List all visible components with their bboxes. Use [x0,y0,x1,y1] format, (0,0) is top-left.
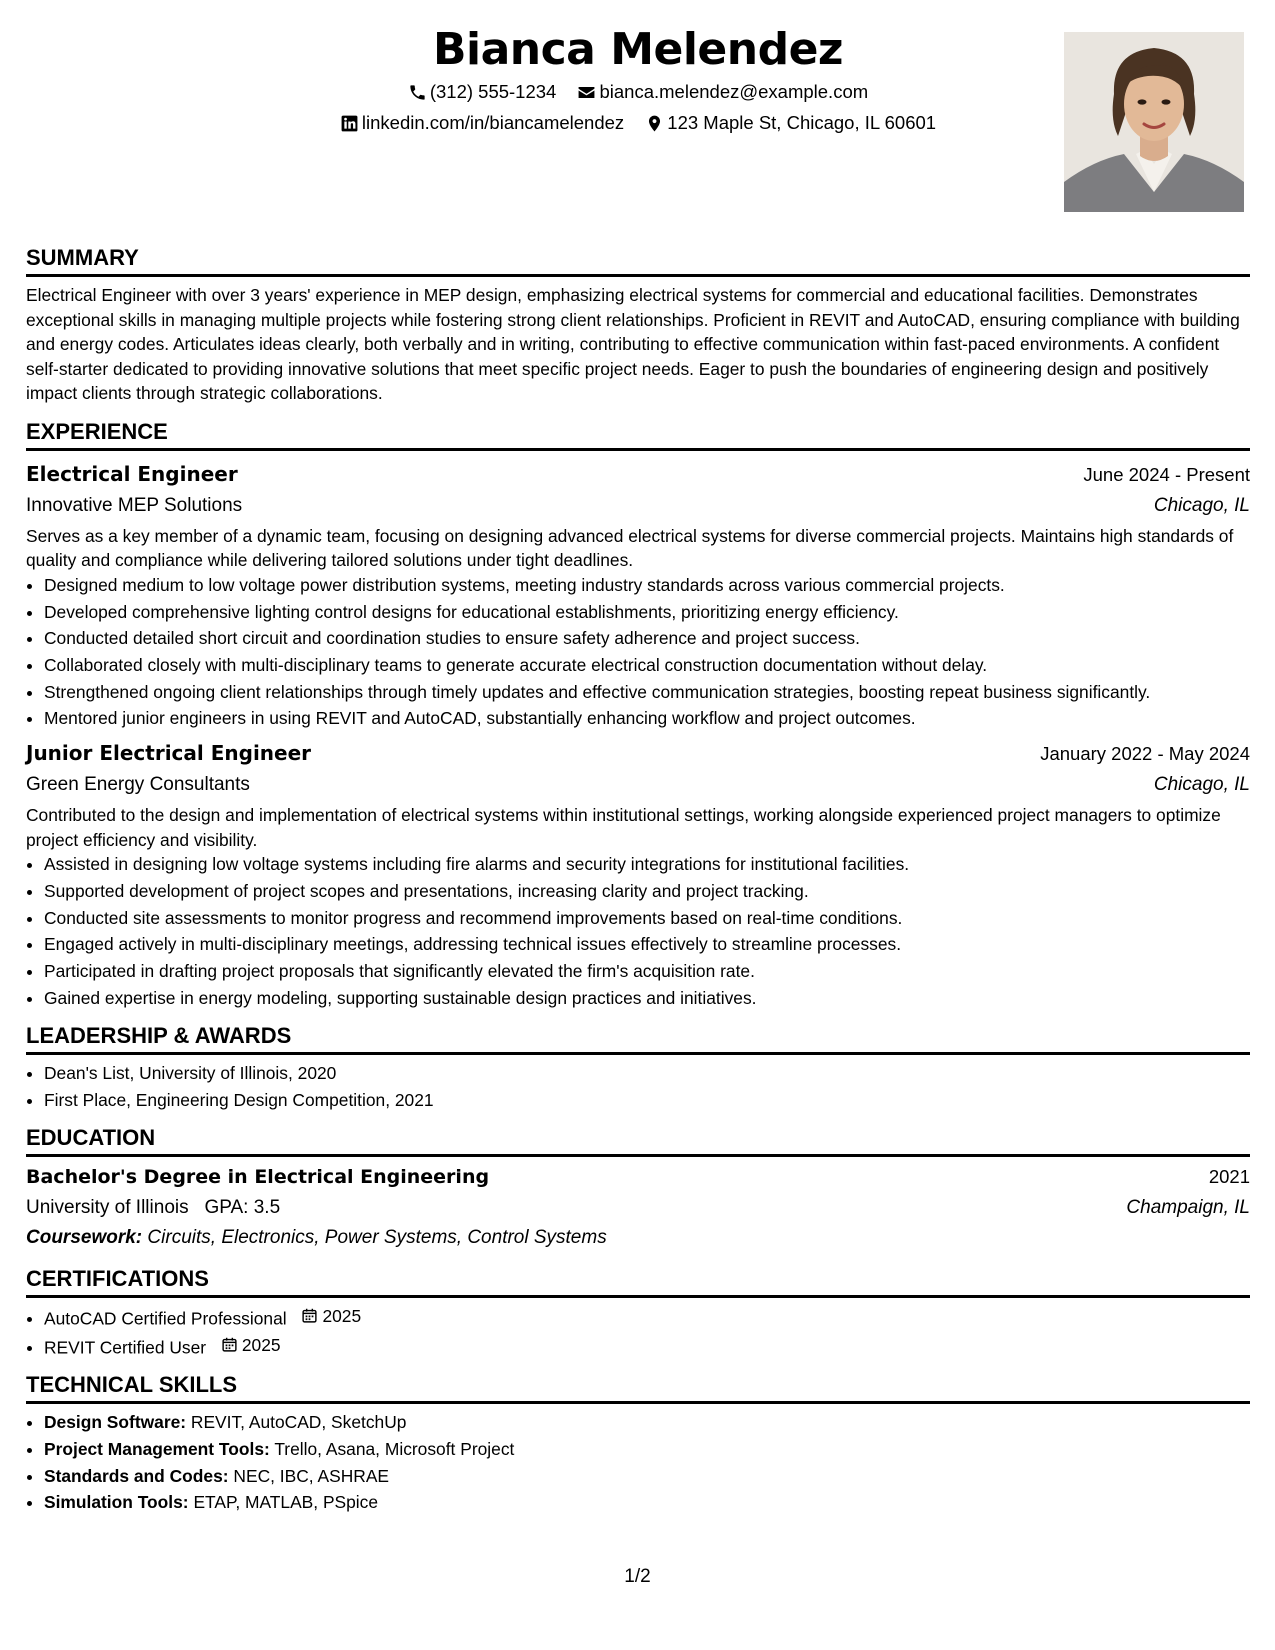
cert-date [221,1333,281,1357]
job-bullets [26,573,1250,730]
linkedin-icon [340,114,359,133]
coursework-line [26,1223,1250,1253]
list-item: • Assisted in designing low voltage systems including fire alarms and security integrations for institutional facilities. [44,852,1250,876]
list-item [44,1464,1250,1488]
resume-page [26,20,1250,1517]
company-name: Green Energy Consultants [26,774,250,796]
page-number: 1/2 [624,1566,651,1587]
skills-heading: TECHNICAL SKILLS [26,1371,1250,1404]
education-heading: EDUCATION [26,1124,1250,1157]
degree-year: 2021 [1208,1165,1250,1187]
list-item [44,1333,1250,1360]
skill-label: Simulation Tools: [44,1492,189,1513]
company-name: Innovative MEP Solutions [26,494,243,516]
linkedin-text: linkedin.com/in/biancamelendez [361,112,625,133]
calendar-icon [301,1307,318,1324]
cert-name: AutoCAD Certified Professional [44,1308,287,1329]
leadership-heading: LEADERSHIP & AWARDS [26,1022,1250,1055]
list-item: • Supported development of project scopes and presentations, increasing clarity and project tracking. [44,879,1250,903]
job-title: Electrical Engineer [26,461,238,486]
list-item: • Dean's List, University of Illinois, 2020 [44,1061,1250,1085]
list-item: • Developed comprehensive lighting control designs for educational establishments, prioritizing energy efficiency. [44,600,1250,624]
job-dates: January 2022 - May 2024 [1040,743,1250,765]
job-location: Chicago, IL [1153,774,1250,796]
school-name: University of Illinois [26,1196,189,1218]
phone-text: (312) 555-1234 [429,81,557,102]
school-line [26,1193,280,1223]
cert-year-text: 2025 [241,1334,281,1355]
list-item [44,1410,1250,1434]
map-pin-icon [645,114,664,133]
skill-value: ETAP, MATLAB, PSpice [193,1492,379,1513]
job-dates: June 2024 - Present [1083,463,1250,485]
skill-label: Project Management Tools: [44,1438,270,1459]
summary-heading: SUMMARY [26,244,1250,277]
skill-label: Design Software: [44,1412,187,1433]
list-item: • Mentored junior engineers in using REVIT and AutoCAD, substantially enhancing workflow and project outcomes. [44,706,1250,730]
list-item: • Participated in drafting project proposals that significantly elevated the firm's acquisition rate. [44,959,1250,983]
awards-list [26,1061,1250,1112]
job-description: Contributed to the design and implementation of electrical systems within institutional settings, working alongside experienced project managers to optimize project efficiency and visibility. [26,805,1221,850]
degree-title: Bachelor's Degree in Electrical Engineering [26,1165,490,1188]
summary-section [26,244,1250,406]
contact-linkedin[interactable] [340,110,624,136]
candidate-name: Bianca Melendez [432,24,844,75]
list-item: • Gained expertise in energy modeling, supporting sustainable design practices and initiatives. [44,986,1250,1010]
list-item: • First Place, Engineering Design Competition, 2021 [44,1088,1250,1112]
job-description: Serves as a key member of a dynamic team, focusing on designing advanced electrical systems for diverse commercial projects. Maintains high standards of quality and compliance while delivering tailored solutions under tight deadlines. [26,525,1234,571]
contact-address [645,110,936,136]
list-item: • Collaborated closely with multi-disciplinary teams to generate accurate electrical construction documentation without delay. [44,653,1250,677]
list-item [44,1490,1250,1514]
skills-section [26,1371,1250,1514]
job-location: Chicago, IL [1153,494,1250,516]
list-item: • Conducted detailed short circuit and coordination studies to ensure safety adherence and project success. [44,626,1250,650]
summary-text: Electrical Engineer with over 3 years' experience in MEP design, emphasizing electrical systems for commercial and educational facilities. Demonstrates exceptional skills in managing multiple projects while fostering strong client relationships. Proficient in REVIT and AutoCAD, ensuring compliance with building and energy codes. Articulates ideas clearly, both verbally and in writing, contributing to effective communication within fast-paced environments. A confident self-starter dedicated to providing innovative solutions that meet specific project needs. Eager to push the boundaries of engineering design and positively impact clients through strategic collaborations. [26,285,1240,404]
skills-list [26,1410,1250,1514]
envelope-icon [577,83,596,102]
coursework-label: Coursework: [26,1226,143,1248]
certifications-heading: CERTIFICATIONS [26,1265,1250,1298]
gpa: GPA: 3.5 [204,1196,281,1218]
list-item: • Strengthened ongoing client relationships through timely updates and effective communication strategies, boosting repeat business significantly. [44,680,1250,704]
contact-email[interactable] [577,79,868,105]
education-section [26,1124,1250,1253]
contact-phone [408,79,557,105]
list-item: • Designed medium to low voltage power distribution systems, meeting industry standards across various commercial projects. [44,573,1250,597]
leadership-section [26,1022,1250,1112]
list-item: • Engaged actively in multi-disciplinary meetings, addressing technical issues effectively to streamline processes. [44,932,1250,956]
email-text: bianca.melendez@example.com [599,81,869,102]
calendar-icon [221,1336,238,1353]
cert-name: REVIT Certified User [44,1337,207,1358]
list-item [44,1304,1250,1331]
job-entry [26,458,1250,730]
experience-heading: EXPERIENCE [26,418,1250,451]
experience-section [26,418,1250,1010]
certifications-section [26,1265,1250,1360]
skill-value: Trello, Asana, Microsoft Project [274,1438,515,1459]
school-location: Champaign, IL [1126,1196,1250,1218]
job-entry [26,737,1250,1009]
address-text: 123 Maple St, Chicago, IL 60601 [667,112,937,133]
cert-list [26,1304,1250,1360]
job-bullets [26,852,1250,1009]
skill-value: REVIT, AutoCAD, SketchUp [190,1412,407,1433]
cert-year-text: 2025 [322,1305,362,1326]
list-item [44,1437,1250,1461]
phone-icon [408,83,427,102]
coursework-text: Circuits, Electronics, Power Systems, Control Systems [147,1226,607,1248]
profile-photo [1064,32,1244,212]
list-item: • Conducted site assessments to monitor progress and recommend improvements based on real-time conditions. [44,906,1250,930]
resume-header [26,20,1250,220]
skill-label: Standards and Codes: [44,1465,229,1486]
job-title: Junior Electrical Engineer [26,741,312,766]
skill-value: NEC, IBC, ASHRAE [233,1465,390,1486]
cert-date [301,1304,361,1328]
